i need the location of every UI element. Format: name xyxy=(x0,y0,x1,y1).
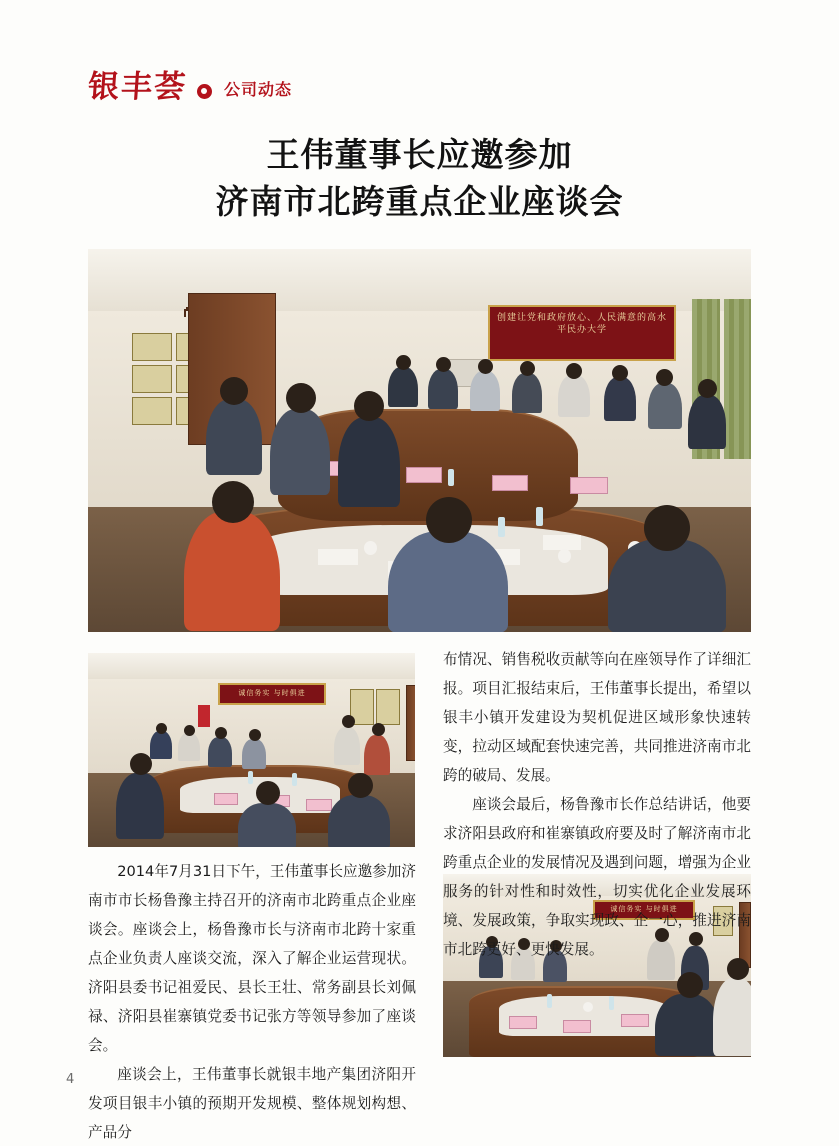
paragraph: 布情况、销售税收贡献等向在座领导作了详细汇报。项目汇报结束后，王伟董事长提出，希望以银丰小镇开发建设为契机促进区域形象快速转变，拉动区域配套快速完善，共同推进济南市北跨的破局、发展。 xyxy=(443,651,751,784)
title-line-1: 王伟董事长应邀参加 xyxy=(266,135,573,174)
masthead xyxy=(86,69,293,105)
article-body-left-column xyxy=(88,857,416,1147)
page-number: 4 xyxy=(66,1072,75,1087)
meeting-room-side-photo xyxy=(88,653,415,847)
paragraph: 座谈会最后，杨鲁豫市长作总结讲话，他要求济阳县政府和崔寨镇政府要及时了解济南市北跨重点企业的发展情况及遇到问题，增强为企业服务的针对性和时效性，切实优化企业发展环境、发展政策，争取实现政、企一心，推进济南市北跨更好、更快发展。 xyxy=(443,796,751,958)
title-line-2: 济南市北跨重点企业座谈会 xyxy=(215,182,624,221)
logo-circle-dot-icon xyxy=(197,84,212,99)
section-label: 公司动态 xyxy=(224,80,293,99)
photo-banner-text: 创建让党和政府放心、人民满意的高水平民办大学 xyxy=(488,305,676,361)
paragraph: 座谈会上，王伟董事长就银丰地产集团济阳开发项目银丰小镇的预期开发规模、整体规划构想、产品分 xyxy=(88,1066,416,1141)
meeting-room-wide-photo xyxy=(88,249,751,632)
article-body-right-column xyxy=(443,645,751,964)
publication-logo: 银丰荟 xyxy=(86,69,189,105)
paragraph: 2014年7月31日下午，王伟董事长应邀参加济南市市长杨鲁豫主持召开的济南市北跨重点企业座谈会。座谈会上，杨鲁豫市长与济南市北跨十家重点企业负责人座谈交流，深入了解企业运营现状。济阳县委书记祖爱民、县长王壮、常务副县长刘佩禄、济阳县崔寨镇党委书记张方等领导参加了座谈会。 xyxy=(88,863,416,1054)
photo-banner-text-right: 诚信务实 与时俱进 xyxy=(593,900,695,920)
photo-banner-text-left: 诚信务实 与时俱进 xyxy=(218,683,326,705)
article-title xyxy=(0,131,839,225)
